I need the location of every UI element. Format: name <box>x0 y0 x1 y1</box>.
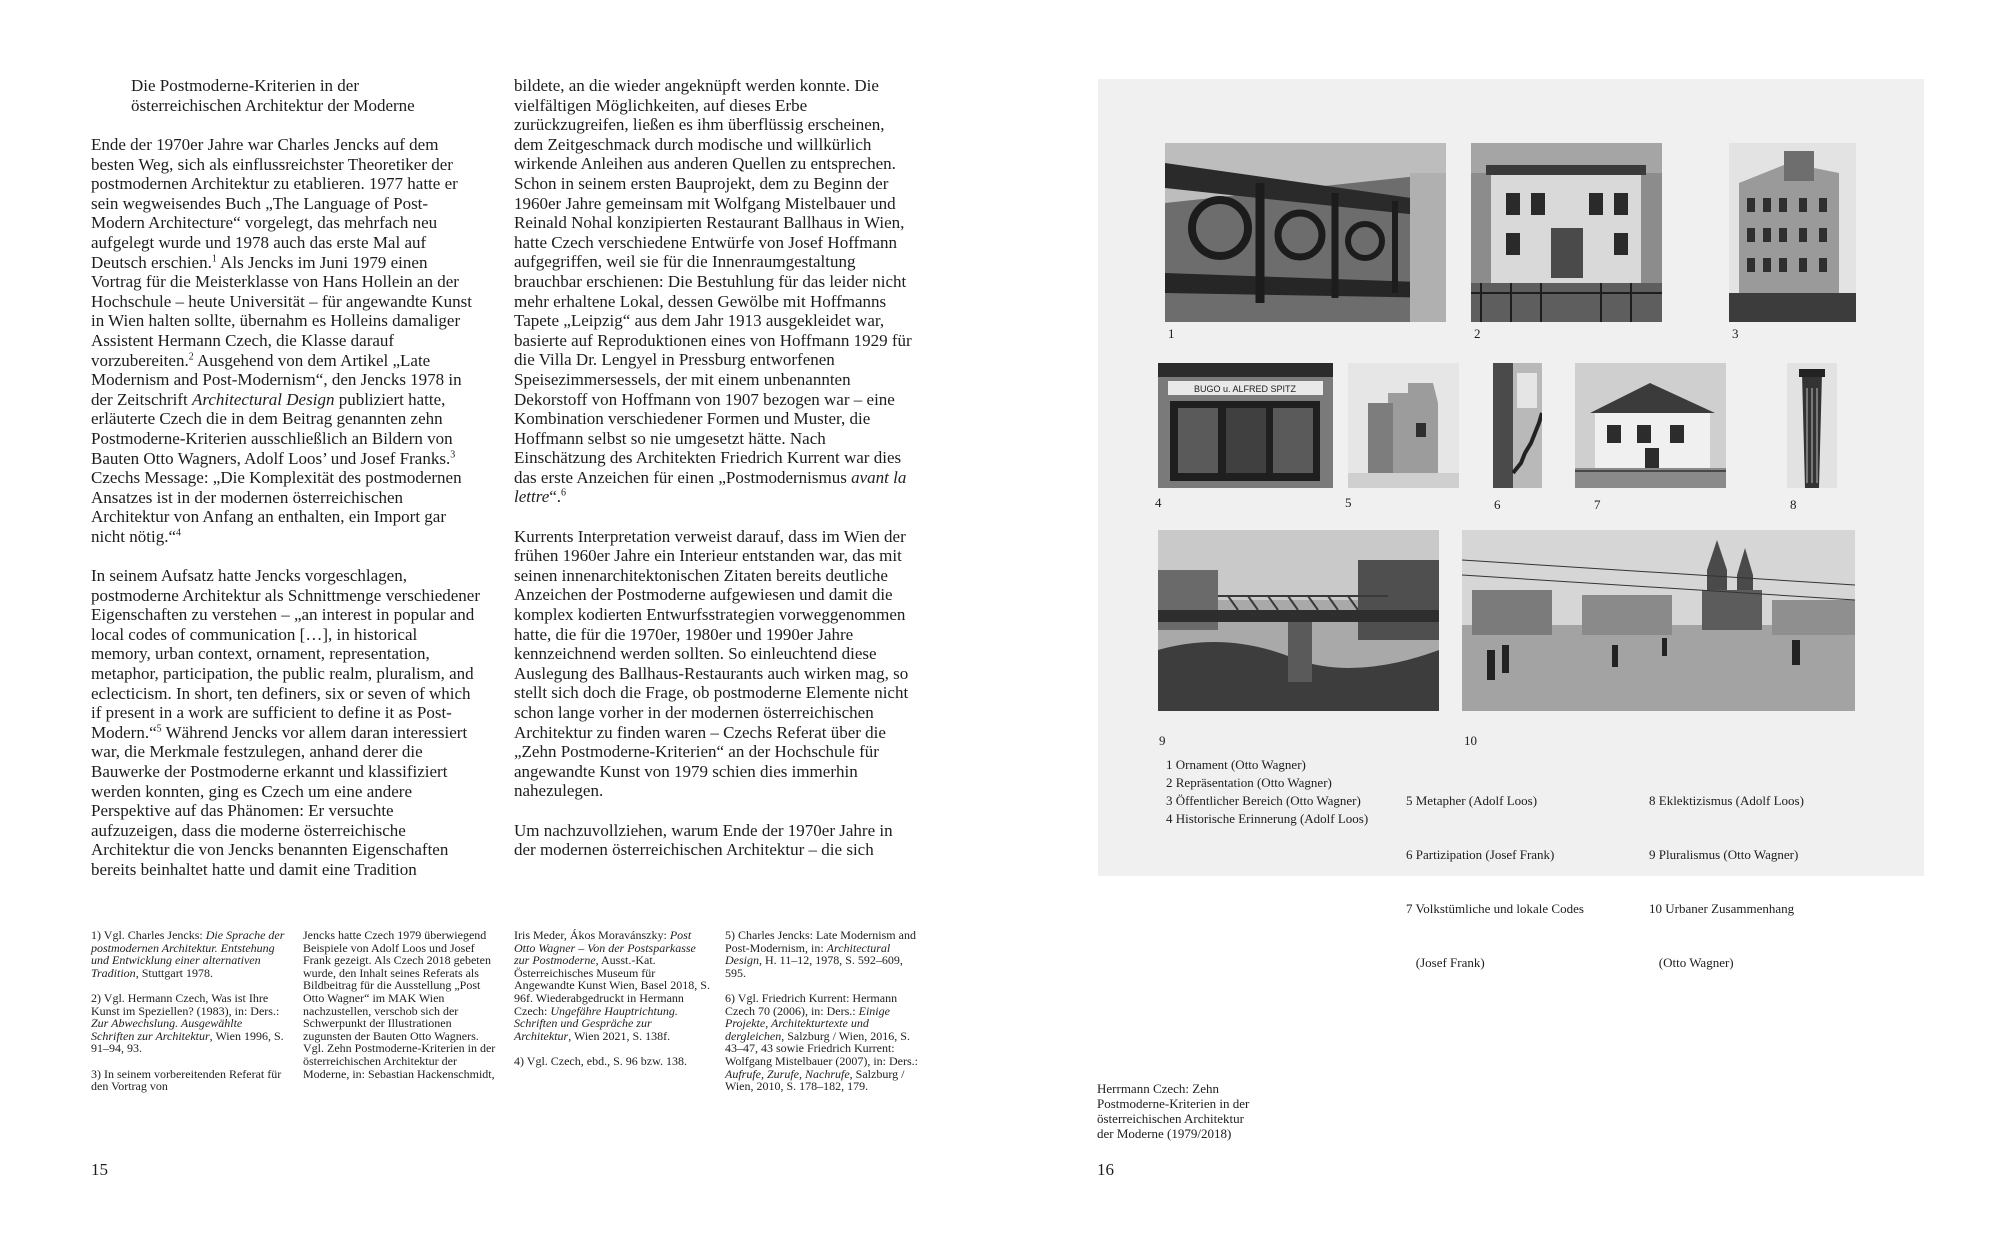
text-run: , Salzburg / Wien, 2016, S. 43–47, 43 sowie Friedrich Kurrent: Wolfgang Mistelbauer (2007), in: Ders.: <box>725 1028 918 1068</box>
figure-caption: Herrmann Czech: Zehn Postmoderne-Kriterien in der österreichischen Architektur der Moderne (1979/2018) <box>1097 1081 1250 1141</box>
text-run: , H. 11–12, 1978, S. 592–609, 595. <box>725 953 903 980</box>
legend-item: 3 Öffentlicher Bereich (Otto Wagner) <box>1166 793 1361 808</box>
text-run: 5) Charles Jencks: Late Modernism and Post-Modernism, in: <box>725 928 916 955</box>
footnotes-column-2 <box>303 929 499 1080</box>
photo-number-3: 3 <box>1732 326 1739 341</box>
photo-4-sign-text: BUGO u. ALFRED SPITZ <box>1193 384 1297 394</box>
text-run: Um nachzuvollziehen, warum Ende der 1970er Jahre in der modernen österreichischen Architektur – die sich <box>514 820 893 860</box>
footnote <box>514 929 710 1042</box>
text-run: Zur Abwechslung. Ausgewählte Schriften zur Architektur <box>91 1016 243 1043</box>
paragraph <box>91 566 481 880</box>
text-run: , Salzburg / Wien, 2010, S. 178–182, 179. <box>725 1066 905 1094</box>
text-run: , Wien 1996, S. 91–94, 93. <box>91 1028 284 1056</box>
paragraph <box>514 76 916 507</box>
text-run: 2) Vgl. Hermann Czech, Was ist Ihre Kunst im Speziellen? (1983), in: Ders.: <box>91 990 280 1018</box>
photo-9-bridge <box>1158 530 1439 711</box>
paragraph <box>514 821 916 860</box>
text-run: , Stuttgart 1978. <box>135 965 214 980</box>
footnote-ref: 4 <box>175 527 181 539</box>
photo-2-villa <box>1471 143 1662 322</box>
text-run: Aufrufe, Zurufe, Nachrufe <box>725 1066 850 1081</box>
text-run: Ausgehend von dem Artikel „Late Modernism and Post-Modernism“, den Jencks 1978 in der Zeitschrift <box>91 350 462 409</box>
photo-number-8: 8 <box>1790 497 1797 512</box>
legend-item: 5 Metapher (Adolf Loos) <box>1406 793 1538 808</box>
body-column-2 <box>514 76 916 860</box>
text-run: , Ausst.-Kat. Österreichisches Museum für Angewandte Kunst Wien, Basel 2018, S. 96f. Wiederabgedruckt in Hermann Czech: <box>514 953 710 1018</box>
legend-item: 10 Urbaner Zusammenhang <box>1649 901 1795 916</box>
photo-7-house <box>1575 363 1726 488</box>
photo-number-2: 2 <box>1474 326 1481 341</box>
legend-item: (Otto Wagner) <box>1649 955 1734 970</box>
legend-column-2 <box>1406 756 1626 1008</box>
paragraph <box>514 527 916 801</box>
photo-number-4: 4 <box>1155 495 1162 510</box>
footnote-ref: 3 <box>450 448 456 460</box>
photo-number-5: 5 <box>1345 495 1352 510</box>
legend-item: 1 Ornament (Otto Wagner) <box>1166 757 1306 772</box>
text-run: Jencks hatte Czech 1979 überwiegend Beispiele von Adolf Loos und Josef Frank gezeigt. Als Czech 2018 gebeten wurde, den Inhalt seines Referats als Bildbeitrag für die Ausstellung „Post Otto Wagner“ im MAK Wien nachzustellen, verschob sich der Schwerpunkt der Illustrationen zugunsten der Bauten Otto Wagners. Vgl. Zehn Postmoderne-Kriterien in der österreichischen Architektur der Moderne, in: Sebastian Hackenschmidt, <box>303 928 496 1081</box>
photo-number-10: 10 <box>1464 733 1477 748</box>
footnote-ref: 6 <box>561 487 567 499</box>
text-run: In seinem Aufsatz hatte Jencks vorgeschlagen, postmoderne Architektur als Schnittmenge verschiedener Eigenschaften zu verstehen – „an interest in popular and local codes of communication […], in historical memory, urban context, ornament, representation, metaphor, participation, the public realm, pluralism, and eclecticism. In short, ten definers, six or seven of which if present in a work are sufficient to define it as Post-Modern.“ <box>91 566 480 742</box>
section-heading: Die Postmoderne-Kriterien in der österreichischen Architektur der Moderne <box>131 76 415 115</box>
image-plate <box>1098 79 1924 970</box>
page-number-right: 16 <box>1097 1160 1114 1179</box>
text-run: Während Jencks vor allem daran interessiert war, die Merkmale festzulegen, anhand derer die Bauwerke der Postmoderne erkannt und klassifiziert werden konnten, ging es Czech um eine andere Perspektive auf das Phänomen: Er versuchte aufzuzeigen, dass die moderne österreichische Architektur die von Jencks benannten Eigenschaften bereits beinhaltet hatte und damit eine Tradition <box>91 722 468 879</box>
footnote <box>514 1055 710 1068</box>
text-run: Architectural Design <box>725 940 891 968</box>
photo-number-1: 1 <box>1168 326 1175 341</box>
text-run: 3) In seinem vorbereitenden Referat für den Vortrag von <box>91 1066 282 1094</box>
body-column-1 <box>91 135 481 880</box>
text-run: , Wien 2021, S. 138f. <box>568 1028 671 1043</box>
text-run: Post Otto Wagner – Von der Postsparkasse zur Postmoderne <box>514 928 696 968</box>
footnote <box>725 992 925 1093</box>
footnote <box>91 929 287 979</box>
legend-item: 2 Repräsentation (Otto Wagner) <box>1166 775 1332 790</box>
footnotes-column-4 <box>725 929 925 1093</box>
text-run: publiziert hatte, erläuterte Czech die in dem Beitrag genannten zehn Postmoderne-Kriterien ausschließlich an Bildern von Bauten Otto Wagners, Adolf Loos’ und Josef Franks. <box>91 389 453 468</box>
text-run: Ungefähre Hauptrichtung. Schriften und Gespräche zur Architektur <box>514 1003 678 1043</box>
photo-number-9: 9 <box>1159 733 1166 748</box>
photo-10-street <box>1462 530 1855 711</box>
footnote-ref: 5 <box>156 723 162 735</box>
paragraph <box>91 135 481 546</box>
photo-number-7: 7 <box>1594 497 1601 512</box>
text-run: 6) Vgl. Friedrich Kurrent: Hermann Czech 70 (2006), in: Ders.: <box>725 990 898 1018</box>
photo-4-shopfront <box>1158 363 1333 488</box>
legend-item: 7 Volkstümliche und lokale Codes <box>1406 901 1584 916</box>
text-run: Ende der 1970er Jahre war Charles Jencks auf dem besten Weg, sich als einflussreichster Theoretiker der postmodernen Architektur zu etablieren. 1977 hatte er sein wegweisendes Buch „The Language of Post-Modern Architecture“ vorgelegt, das mehrfach neu aufgelegt wurde und 1978 auch das erste Mal auf Deutsch erschien. <box>91 135 458 272</box>
legend-item: 6 Partizipation (Josef Frank) <box>1406 847 1555 862</box>
text-run: avant la lettre <box>514 467 907 507</box>
text-run: Iris Meder, Ákos Moravánszky: <box>514 928 670 942</box>
photo-1-railing <box>1165 143 1446 322</box>
text-run: Kurrents Interpretation verweist darauf, dass im Wien der frühen 1960er Jahre ein Interieur entstanden war, das mit seinen innenarchitektonischen Zitaten bereits deutliche Anzeichen der Postmoderne aufgewiesen und damit die komplex kodierten Entwurfsstrategien vorweggenommen hatte, die für die 1970er, 1980er und 1990er Jahre kennzeichnend werden sollten. So einleuchtend diese Auslegung des Ballhaus-Restaurants auch wirken mag, so stellt sich doch die Frage, ob postmoderne Elemente nicht schon lange vorher in der modernen österreichischen Architektur zu finden waren – Czechs Referat über die „Zehn Postmoderne-Kriterien“ an der Hochschule für angewandte Kunst von 1979 schien dies immerhin nahezulegen. <box>514 526 909 801</box>
legend-column-3 <box>1649 756 1869 1008</box>
page-number-left: 15 <box>91 1160 108 1179</box>
text-run: Die Sprache der postmodernen Architektur. Entstehung und Entwicklung einer alternativen Tradition <box>91 928 285 980</box>
text-run: Architectural Design <box>192 389 335 409</box>
footnotes-column-3 <box>514 929 710 1068</box>
photo-6-staircase <box>1493 363 1542 488</box>
photo-3-building <box>1729 143 1856 322</box>
footnote <box>91 1068 287 1093</box>
text-run: 1) Vgl. Charles Jencks: <box>91 928 206 942</box>
photo-5-cube <box>1348 363 1459 488</box>
photo-8-tower <box>1787 363 1837 488</box>
footnote-ref: 1 <box>211 252 217 264</box>
legend-item: 8 Eklektizismus (Adolf Loos) <box>1649 793 1804 808</box>
photo-number-6: 6 <box>1494 497 1501 512</box>
text-run: Einige Projekte, Architekturtexte und dergleichen <box>725 1003 890 1043</box>
text-run: 4) Vgl. Czech, ebd., S. 96 bzw. 138. <box>514 1053 687 1068</box>
legend-column-1 <box>1166 756 1416 828</box>
text-run: Czechs Message: „Die Komplexität des postmodernen Ansatzes ist in der modernen österreichischen Architektur von Anfang an enthalten, ein Import gar nicht nötig.“ <box>91 468 462 546</box>
footnotes-column-1 <box>91 929 287 1093</box>
footnote <box>725 929 925 979</box>
footnote-ref: 2 <box>188 350 194 362</box>
legend-item: 4 Historische Erinnerung (Adolf Loos) <box>1166 811 1369 826</box>
legend-item: (Josef Frank) <box>1406 955 1485 970</box>
text-run: bildete, an die wieder angeknüpft werden konnte. Die vielfältigen Möglichkeiten, auf dieses Erbe zurückzugreifen, ließen es ihm überflüssig erscheinen, dem Zeitgeschmack durch modische und willkürlich wirkende Anleihen aus anderen Quellen zu entsprechen. Schon in seinem ersten Bauprojekt, dem zu Beginn der 1960er Jahre gemeinsam mit Wolfgang Mistelbauer und Reinald Nohal konzipierten Restaurant Ballhaus in Wien, hatte Czech verschiedene Entwürfe von Josef Hoffmann aufgegriffen, weil sie für die Innenraumgestaltung brauchbar erschienen: Die Bestuhlung für das leider nicht mehr erhaltene Lokal, dessen Gewölbe mit Hoffmanns Tapete „Leipzig“ aus dem Jahr 1913 ausgekleidet war, basierte auf Reproduktionen eines von Hoffmann 1929 für die Villa Dr. Lengyel in Pressburg entworfenen Speisezimmersessels, der mit einem unbenannten Dekorstoff von Hoffmann von 1907 bezogen war – eine Kombination verschiedener Formen und Muster, die Hoffmann selbst so nie umgesetzt hätte. Nach Einschätzung des Architekten Friedrich Kurrent war dies das erste Anzeichen für einen „Postmodernismus <box>514 76 912 487</box>
text-run: “. <box>549 487 562 507</box>
footnote <box>91 992 287 1055</box>
legend-item: 9 Pluralismus (Otto Wagner) <box>1649 847 1799 862</box>
footnote <box>303 929 499 1080</box>
text-run: Als Jencks im Juni 1979 einen Vortrag für die Meisterklasse von Hans Hollein an der Hochschule – heute Universität – für angewandte Kunst in Wien halten sollte, übernahm es Holleins damaliger Assistent Hermann Czech, die Klasse darauf vorzubereiten. <box>91 252 472 370</box>
